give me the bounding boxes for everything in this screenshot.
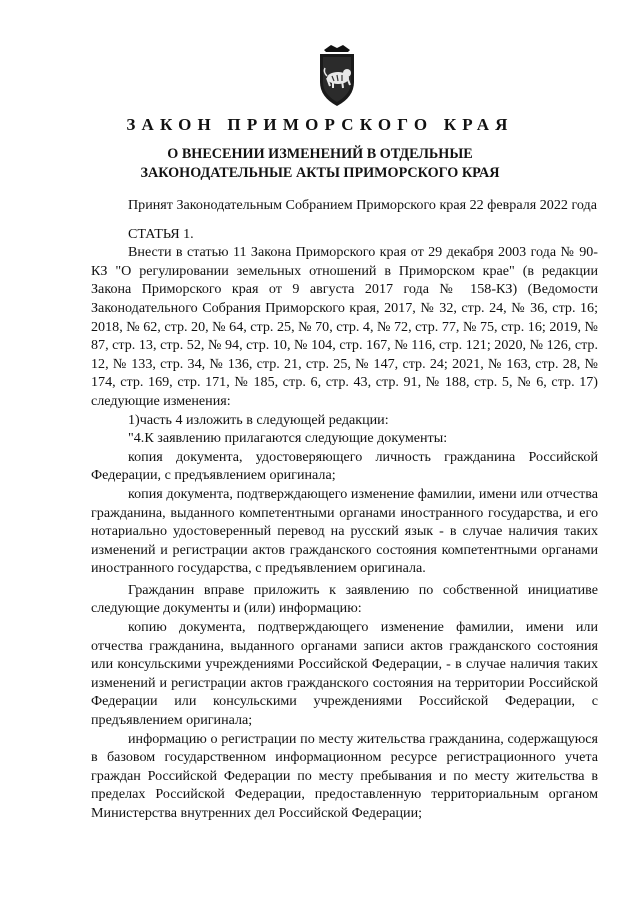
primorsky-krai-coat-of-arms-icon: [318, 42, 356, 108]
paragraph: "4.К заявлению прилагаются следующие документы:: [128, 430, 448, 447]
paragraph: копия документа, подтверждающего изменение фамилии, имени или отчества гражданина, выданного компетентными органами иностранного государства, и его нотариально удостоверенный перевод на русский язык - в случае наличия таких изменений и регистрации актов гражданского состояния компетентными органами иностранного государства, с предъявлением оригинала.: [91, 485, 598, 577]
subtitle-line-2: ЗАКОНОДАТЕЛЬНЫЕ АКТЫ ПРИМОРСКОГО КРАЯ: [140, 165, 500, 181]
paragraph: Внести в статью 11 Закона Приморского края от 29 декабря 2003 года № 90-КЗ "О регулировании земельных отношений в Приморском крае" (в редакции Закона Приморского края от 9 августа 2017 года № 158-КЗ) (Ведомости Законодательного Собрания Приморского края, 2017, № 32, стр. 24, № 36, стр. 16; 2018, № 62, стр. 20, № 64, стр. 25, № 70, стр. 4, № 72, стр. 77, № 75, стр. 16; 2019, № 87, стр. 13, стр. 52, № 94, стр. 10, № 104, стр. 167, № 116, стр. 121; 2020, № 126, стр. 12, № 133, стр. 34, № 136, стр. 21, стр. 25, № 147, стр. 24; 2021, № 163, стр. 28, № 174, стр. 169, стр. 171, № 185, стр. 6, стр. 43, стр. 91, № 188, стр. 5, № 6, стр. 17) следующие изменения:: [91, 244, 598, 409]
subtitle-line-1: О ВНЕСЕНИИ ИЗМЕНЕНИЙ В ОТДЕЛЬНЫЕ: [167, 146, 473, 162]
adoption-note: Принят Законодательным Собранием Приморского края 22 февраля 2022 года: [128, 197, 597, 213]
law-title: ЗАКОН ПРИМОРСКОГО КРАЯ: [126, 115, 514, 134]
document-body: [91, 196, 598, 823]
paragraph: Гражданин вправе приложить к заявлению по собственной инициативе следующие документы и (или) информацию:: [91, 581, 598, 617]
paragraph: копия документа, удостоверяющего личность гражданина Российской Федерации, с предъявлением оригинала;: [91, 448, 598, 484]
paragraph: 1)часть 4 изложить в следующей редакции:: [128, 411, 389, 428]
paragraph: информацию о регистрации по месту жительства гражданина, содержащуюся в базовом государственном информационном ресурсе регистрационного учета граждан Российской Федерации по месту пребывания и по месту жительства в пределах Российской Федерации, предоставленную территориальным органом Министерства внутренних дел Российской Федерации;: [91, 730, 598, 821]
law-subtitle: [0, 145, 640, 183]
article-heading: СТАТЬЯ 1.: [128, 225, 194, 242]
paragraph: копию документа, подтверждающего изменение фамилии, имени или отчества гражданина, выданного органами записи актов гражданского состояния или консульскими учреждениями Российской Федерации, - в случае наличия таких изменений и регистрации актов гражданского состояния на территории Российской Федерации или консульскими учреждениями Российской Федерации, с предъявлением оригинала;: [91, 619, 598, 729]
